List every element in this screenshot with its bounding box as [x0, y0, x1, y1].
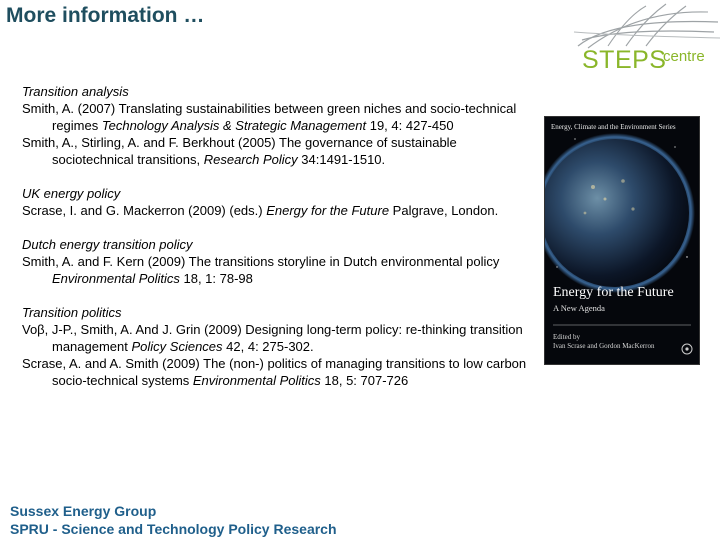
steps-centre-logo [568, 2, 724, 82]
references-list [22, 83, 532, 406]
reference-entry: Smith, A. and F. Kern (2009) The transitions storyline in Dutch environmental policy Environmental Politics 18, 1: 78-98 [22, 254, 500, 286]
reference-entry: Scrase, I. and G. Mackerron (2009) (eds.) Energy for the Future Palgrave, London. [22, 203, 499, 218]
section-dutch-energy-transition-policy [22, 236, 532, 287]
book-edited-by: Edited by [553, 333, 581, 341]
reference-entry: Scrase, A. and A. Smith (2009) The (non-) politics of managing transitions to low carbon socio-technical systems Environmental Politics 18, 5: 707-726 [22, 356, 527, 388]
section-heading: Transition analysis [22, 84, 129, 99]
section-heading: Transition politics [22, 305, 122, 320]
footer-line-1: Sussex Energy Group [10, 503, 157, 519]
reference-entry: Voβ, J-P., Smith, A. And J. Grin (2009) Designing long-term policy: re-thinking transition management Policy Sciences 42, 4: 275-302. [22, 322, 523, 354]
footer-line-2: SPRU - Science and Technology Policy Research [10, 521, 337, 537]
section-heading: Dutch energy transition policy [22, 237, 193, 252]
section-transition-analysis [22, 83, 532, 168]
section-uk-energy-policy [22, 185, 532, 219]
page-title: More information … [6, 4, 205, 27]
section-transition-politics [22, 304, 532, 389]
publisher-logo-icon [680, 342, 694, 356]
logo-swoosh-graphic [568, 2, 724, 52]
book-subtitle: A New Agenda [553, 303, 605, 313]
reference-entry: Smith, A. (2007) Translating sustainabilities between green niches and socio-technical regimes Technology Analysis & Strategic Management 19, 4: 427-450 [22, 101, 517, 133]
book-editors: Ivan Scrase and Gordon MacKerron [553, 342, 655, 350]
book-title: Energy for the Future [553, 285, 674, 300]
footer [10, 502, 337, 538]
section-heading: UK energy policy [22, 186, 121, 201]
logo-subtext: centre [663, 48, 705, 65]
book-cover-image [545, 117, 699, 364]
logo-text: STEPS [582, 46, 667, 74]
earth-graphic [545, 117, 699, 364]
book-series: Energy, Climate and the Environment Series [551, 123, 676, 131]
reference-entry: Smith, A., Stirling, A. and F. Berkhout (2005) The governance of sustainable sociotechnical transitions, Research Policy 34:1491-1510. [22, 135, 457, 167]
